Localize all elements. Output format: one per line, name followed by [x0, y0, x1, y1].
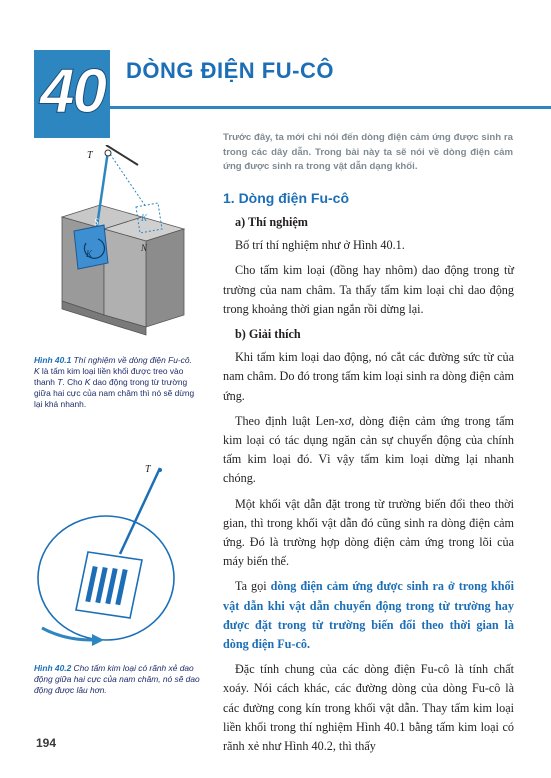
fig1-letter-K-ghost: K [141, 213, 148, 223]
body-text [223, 213, 514, 762]
figure-40-2-caption [34, 663, 204, 696]
section-title: 1. Dòng điện Fu-cô [223, 190, 349, 206]
fig1-letter-K: K [86, 249, 93, 259]
definition-highlight: dòng điện cảm ứng được sinh ra ở trong khối vật dẫn khi vật dẫn chuyển động trong từ trường hay được đặt trong từ trường biến đổi theo thời gian là dòng điện Fu-cô. [223, 579, 515, 652]
fig1-letter-T: T [87, 150, 93, 161]
paragraph: Một khối vật dẫn đặt trong từ trường biến đổi theo thời gian, thì trong khối vật dẫn đó cũng sinh ra dòng điện cảm ứng. Đó là trường hợp dòng điện cảm ứng trong lõi của máy biến thế. [223, 496, 514, 569]
fig2-desc: Cho tấm kim loại có rãnh xẻ dao động giữa hai cực của nam châm, nó sẽ dao động được lâu hơn. [34, 663, 200, 695]
chapter-number-box [34, 50, 110, 138]
figure-40-1-illustration [34, 145, 214, 345]
chapter-title: DÒNG ĐIỆN FU-CÔ [126, 58, 334, 83]
fig1-label: Hình 40.1 [34, 355, 72, 365]
fig1-title: Thí nghiệm về dòng điện Fu-cô. [71, 355, 192, 365]
fig1-letter-N: N [141, 243, 148, 253]
figure-40-2-illustration [36, 460, 206, 650]
title-rule [110, 106, 551, 109]
fig1-caption-desc: K là tấm kim loại liền khối được treo vào thanh T. Cho K dao động trong từ trường giữa hai cực của nam châm thì nó sẽ dừng lại khá nhanh. [34, 366, 195, 409]
paragraph: Bố trí thí nghiệm như ở Hình 40.1. [235, 238, 405, 253]
fig2-label: Hình 40.2 [34, 663, 72, 673]
figure-40-1-caption [34, 355, 204, 410]
subheading-experiment: a) Thí nghiệm [235, 215, 308, 229]
fig2-letter-T: T [145, 464, 151, 475]
intro-block [223, 131, 513, 175]
definition-paragraph [223, 577, 514, 654]
fig1-letter-S: S [94, 217, 99, 227]
page-number: 194 [36, 736, 57, 750]
paragraph: Theo định luật Len-xơ, dòng điện cảm ứng trong tấm kim loại có tác dụng ngăn cản sự chuyển động của chính tấm kim loại đó. Vì vậy tấm kim loại dừng lại nhanh chóng. [223, 413, 514, 486]
fig1-caption-title [34, 355, 204, 366]
paragraph: Cho tấm kim loại (đồng hay nhôm) dao động trong từ trường của nam châm. Ta thấy tấm kim loại chỉ dao động trong khoảng thời gian ngắn rồi dừng lại. [223, 263, 514, 316]
definition-lead: Ta gọi [235, 579, 271, 594]
chapter-number: 40 [40, 57, 105, 126]
paragraph: Đặc tính chung của các dòng điện Fu-cô là tính chất xoáy. Nói cách khác, các đường dòng của dòng Fu-cô là các đường cong kín trong khối vật dẫn. Thay tấm kim loại liền khối trong thí nghiệm Hình 40.1 bằng tấm kim loại có rãnh xẻ như Hình 40.2, thì thấy [223, 662, 514, 754]
paragraph: Khi tấm kim loại dao động, nó cắt các đường sức từ của nam châm. Do đó trong tấm kim loại sinh ra dòng điện cảm ứng. [223, 350, 514, 403]
intro-text: Trước đây, ta mới chỉ nói đến dòng điện cảm ứng được sinh ra trong các dây dẫn. Trong bài này ta sẽ nói về dòng điện cảm ứng được sinh ra trong vật dẫn dạng khối. [223, 132, 513, 172]
subheading-explanation: b) Giải thích [235, 327, 301, 342]
